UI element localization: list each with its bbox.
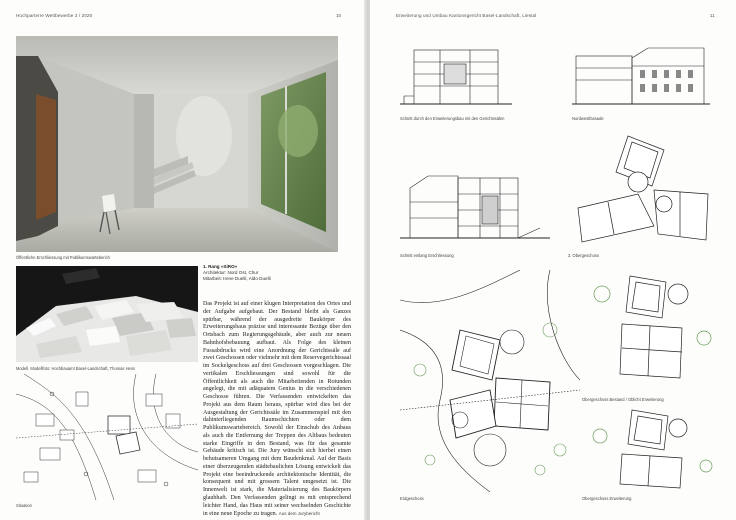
interior-photo bbox=[16, 36, 338, 252]
plan-upper-existing bbox=[582, 268, 722, 394]
model-photo bbox=[16, 266, 198, 362]
section-drawing-b bbox=[400, 168, 550, 248]
left-page bbox=[0, 0, 366, 520]
elevation-drawing bbox=[572, 44, 710, 112]
plan-3rd-floor bbox=[568, 130, 718, 250]
section-drawing-a bbox=[400, 44, 512, 112]
project-credits bbox=[203, 264, 271, 283]
caption-3rd-floor: 3. Obergeschoss bbox=[568, 253, 599, 258]
page-number-right: 11 bbox=[710, 13, 715, 18]
caption-section-a: Schnitt durch den Erweiterungsbau mit den Gerichtssälen bbox=[400, 116, 505, 121]
jury-text-body: Das Projekt ist auf einer klugen Interpretation des Ortes und der Aufgabe aufgebaut. Der Bestand bleibt als Ganzes spürbar, während der ausgedreite Baukörper des Erweiterungsbaus präzise und interessante Bezüge über den Ortsbach zum Regierungsgebäude, aber auch zur neuen Bahnhofsbebauung aufbaut. Als Folge des kleinen Fussabdrucks wird eine Anordnung der Gerichtssäle auf zwei Geschossen oder vielmehr mit dem Reservegerichtssaal im Sockelgeschoss auf drei Geschossen vorgeschlagen. Die vertikalen Erschliessungen sind sowohl für die Öffentlichkeit als auch die Mitarbeitenden in Rotunden angelegt, die mit adäquatem Genius in die verschiedenen Geschosse führen. Die Verfassenden entwickelten das Projekt aus dem Raum heraus, spürbar wird dies bei der Ausgestaltung der Gerichtssäle im Zusammenspiel mit den dahinterliegenden Raumschichten oder dem Publikumswartebereich. Sowohl der Einschub des Anbaus als auch die Entfernung der Treppen des Altbaus bedeuten starke Eingriffe in den Bestand, was für das gesamte Gebäude kritisch ist. Die Jury wünscht sich hierbei einen behutsameren Umgang mit dem Baudenkmal. Auf der Basis einer überzeugenden städtebaulichen Lösung entwickelt das Projekt eine beeindruckende architektonische Identität, die konsequent und mit grossem Talent umgesetzt ist. Die Innenwelt ist stark, die Materialisierung des Baukörpers glaubhaft. Den Verfassenden gelingt es mit entsprechend leichter Hand, das Haus mit seiner wechselnden Geschichte in eine neue Epoche zu tragen. bbox=[203, 301, 351, 518]
running-head-left: Hochparterre Wettbewerbe 2 / 2020 bbox=[16, 13, 93, 18]
right-page bbox=[370, 0, 736, 520]
caption-elevation: Nordwestfassade bbox=[572, 116, 604, 121]
team-label: Mitarbeit: Irene Duelli, Aldo Duelli bbox=[203, 276, 271, 282]
jury-text-source: Aus dem Jurybericht bbox=[278, 511, 320, 517]
model-caption: Modell. Modellfoto: Hochbauamt Basel-Landschaft, Thomas Hess bbox=[16, 366, 135, 371]
caption-upper-existing: Obergeschoss Bestand / Oblicht Erweiterung bbox=[582, 397, 664, 402]
rank-label: 1. Rang «SiRO» bbox=[203, 264, 238, 269]
jury-text bbox=[203, 301, 351, 519]
caption-section-b: Schnitt entlang Erschliessung bbox=[400, 253, 454, 258]
running-head-right: Erweiterung und Umbau Kantonsgericht Basel-Landschaft, Liestal bbox=[396, 13, 537, 18]
siteplan-caption: Situation bbox=[16, 503, 32, 508]
photo-caption: Öffentliche Erschliessung mit Publikumswarteberich bbox=[16, 255, 110, 260]
architect-label: Architektur: Nord Ost, Chur bbox=[203, 270, 259, 276]
page-number-left: 10 bbox=[336, 13, 342, 18]
plan-ground-floor bbox=[400, 270, 580, 492]
caption-ground-floor: Erdgeschoss bbox=[400, 496, 424, 501]
plan-upper-extension bbox=[582, 406, 722, 492]
caption-upper-extension: Obergeschoss Erweiterung bbox=[582, 496, 632, 501]
site-plan bbox=[16, 374, 198, 500]
